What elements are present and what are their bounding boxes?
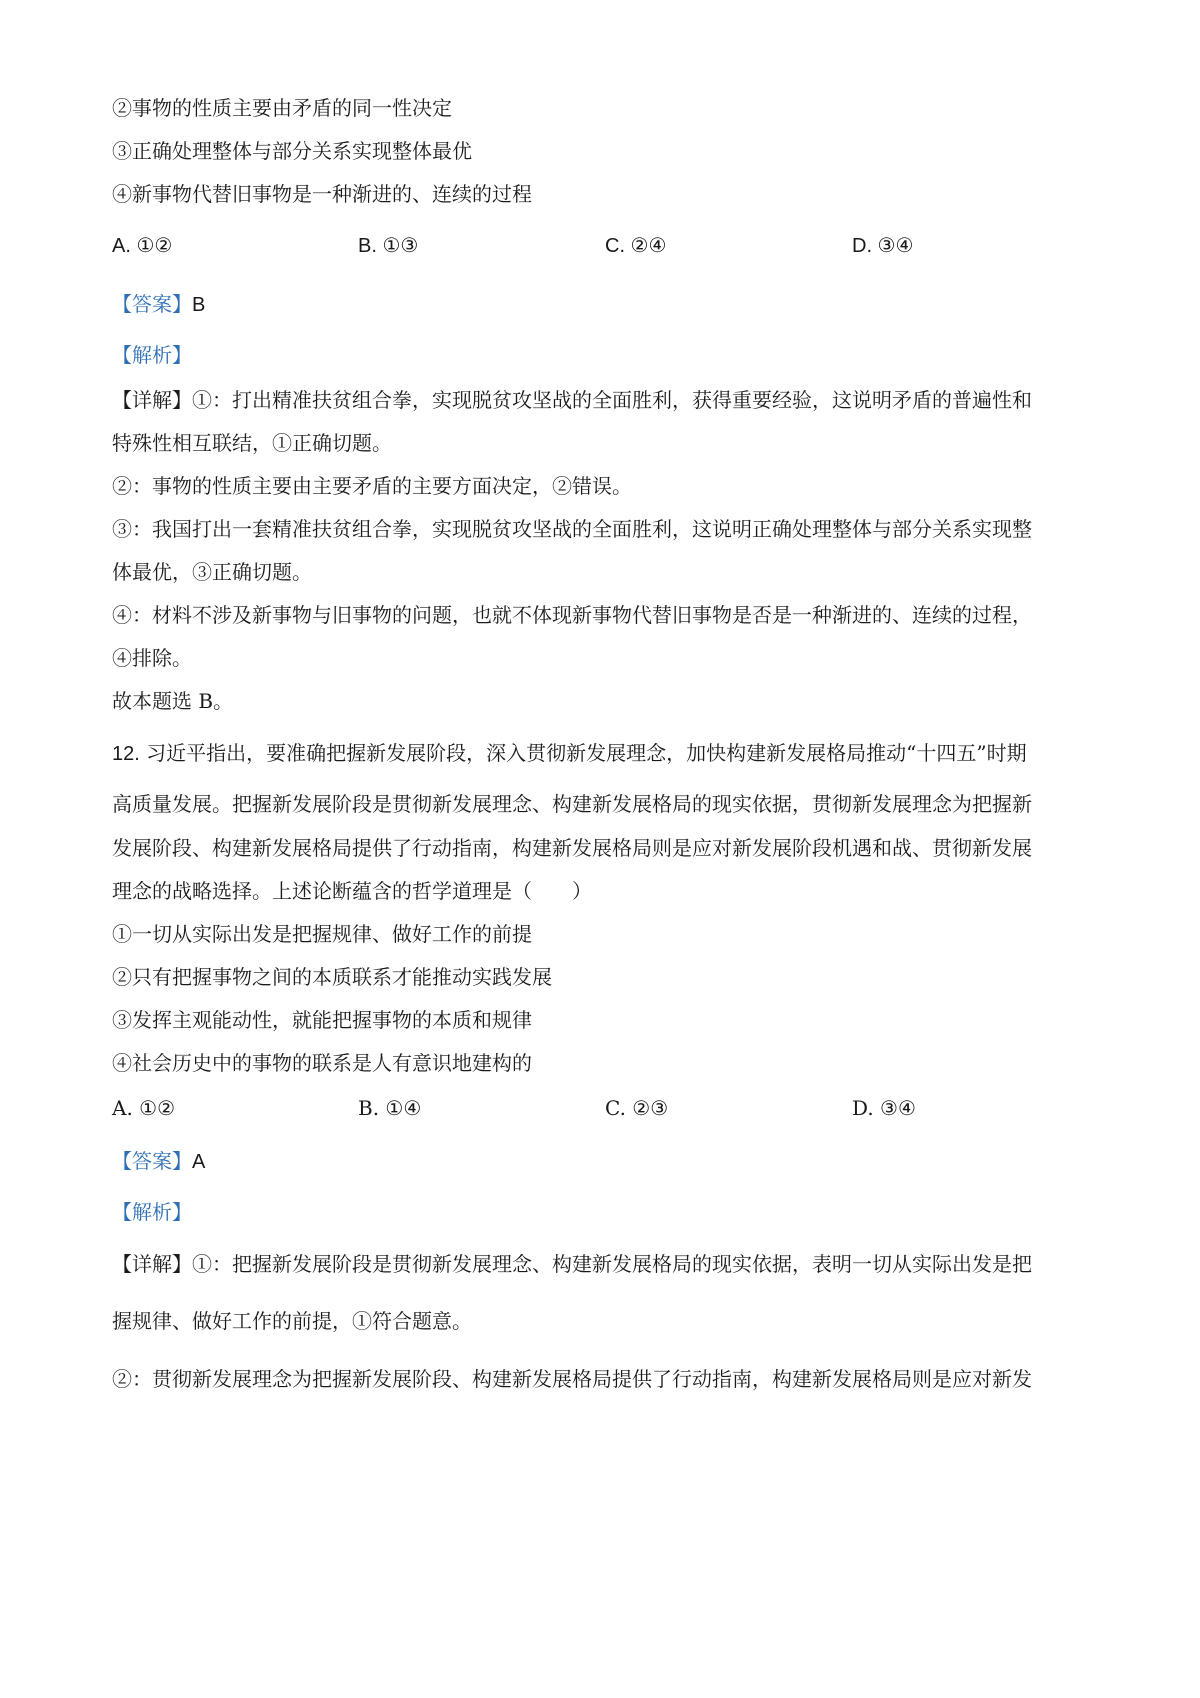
- detail-tag: 【详解】: [112, 388, 192, 412]
- q11-option-b: B. ①③: [358, 235, 419, 257]
- q12-explanation-line-2: 握规律、做好工作的前提，①符合题意。: [112, 1309, 472, 1333]
- q11-option-c: C. ②④: [605, 235, 667, 257]
- q12-statement-1: ①一切从实际出发是把握规律、做好工作的前提: [112, 922, 532, 946]
- q12-explanation-line-1: [112, 1250, 1032, 1278]
- answer-tag: 【答案】: [112, 1149, 192, 1173]
- q11-explanation-line-7: ④排除。: [112, 646, 192, 670]
- detail-tag: 【详解】: [112, 1252, 192, 1276]
- q11-option-a: A. ①②: [112, 235, 173, 257]
- q11-explanation-line-6: ④：材料不涉及新事物与旧事物的问题，也就不体现新事物代替旧事物是否是一种渐进的、连续的过程，: [112, 603, 1032, 627]
- q11-statement-3: ③正确处理整体与部分关系实现整体最优: [112, 139, 472, 163]
- answer-tag: 【答案】: [112, 292, 192, 316]
- q12-statement-3: ③发挥主观能动性，就能把握事物的本质和规律: [112, 1008, 532, 1032]
- q12-explanation-line-3: ②：贯彻新发展理念为把握新发展阶段、构建新发展格局提供了行动指南，构建新发展格局则是应对新发: [112, 1367, 1032, 1391]
- explanation-text: ①：把握新发展阶段是贯彻新发展理念、构建新发展格局的现实依据，表明一切从实际出发是把: [192, 1252, 1032, 1276]
- q12-option-b: B. ①④: [358, 1096, 422, 1120]
- q12-answer: [112, 1147, 205, 1176]
- q11-answer: [112, 290, 205, 319]
- stem-text: 习近平指出，要准确把握新发展阶段，深入贯彻新发展理念，加快构建新发展格局推动“十四五”时期: [146, 741, 1027, 765]
- q12-option-c: C. ②③: [605, 1096, 669, 1120]
- q11-statement-4: ④新事物代替旧事物是一种渐进的、连续的过程: [112, 182, 532, 206]
- q12-stem-line-3: 发展阶段、构建新发展格局提供了行动指南，构建新发展格局则是应对新发展阶段机遇和战、贯彻新发展: [112, 836, 1032, 860]
- q11-explanation-line-2: 特殊性相互联结，①正确切题。: [112, 431, 392, 455]
- explanation-text: ①：打出精准扶贫组合拳，实现脱贫攻坚战的全面胜利，获得重要经验，这说明矛盾的普遍性和: [192, 388, 1032, 412]
- q11-analysis-tag: 【解析】: [112, 343, 192, 367]
- q11-option-d: D. ③④: [852, 235, 914, 257]
- q12-statement-2: ②只有把握事物之间的本质联系才能推动实践发展: [112, 965, 552, 989]
- answer-value: A: [192, 1151, 206, 1173]
- q11-statement-2: ②事物的性质主要由矛盾的同一性决定: [112, 96, 452, 120]
- q12-option-d: D. ③④: [852, 1096, 916, 1120]
- q12-stem-line-2: 高质量发展。把握新发展阶段是贯彻新发展理念、构建新发展格局的现实依据，贯彻新发展理念为把握新: [112, 792, 1032, 816]
- q11-conclusion: 故本题选 B。: [112, 689, 234, 713]
- q11-explanation-line-3: ②：事物的性质主要由主要矛盾的主要方面决定，②错误。: [112, 474, 632, 498]
- q11-explanation-line-1: [112, 386, 1032, 414]
- question-number: 12.: [112, 743, 140, 765]
- q12-stem-line-4: 理念的战略选择。上述论断蕴含的哲学道理是（ ）: [112, 879, 592, 903]
- q11-explanation-line-5: 体最优，③正确切题。: [112, 560, 312, 584]
- q12-option-a: A. ①②: [112, 1096, 176, 1120]
- q12-stem-line-1: [112, 739, 1027, 768]
- q12-statement-4: ④社会历史中的事物的联系是人有意识地建构的: [112, 1051, 532, 1075]
- answer-value: B: [192, 294, 206, 316]
- q11-explanation-line-4: ③：我国打出一套精准扶贫组合拳，实现脱贫攻坚战的全面胜利，这说明正确处理整体与部分关系实现整: [112, 517, 1032, 541]
- q12-analysis-tag: 【解析】: [112, 1200, 192, 1224]
